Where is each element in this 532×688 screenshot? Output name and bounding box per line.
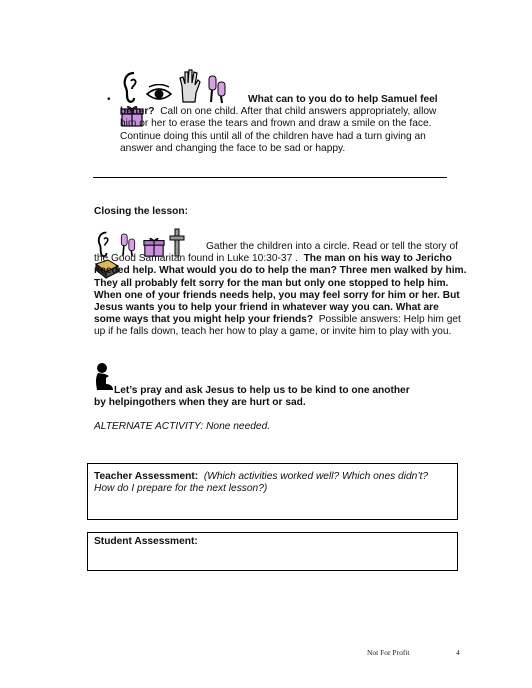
closing-paragraph [94, 241, 468, 339]
teacher-assessment-label: Teacher Assessment: [94, 471, 199, 482]
teacher-assessment-box[interactable] [87, 463, 458, 520]
activity-body: Call on one child. After that child answers appropriately, allow him or her to erase the tears and frown and draw a smile on the face. Continue doing this until all of the children have had a turn giving an answer and changing the face to be sad or happy. [120, 106, 437, 154]
footer-note: Not For Profit [367, 648, 410, 657]
student-assessment-text [94, 536, 198, 548]
teacher-assessment-text [94, 471, 449, 495]
section-divider [93, 177, 447, 178]
student-assessment-label: Student Assessment: [94, 536, 198, 547]
teacher-assessment-prompt: (Which activities worked well? Which ones didn’t? How do I prepare for the next lesson?) [94, 471, 429, 495]
activity-bullet: • [107, 94, 111, 105]
page-number: 4 [456, 648, 460, 657]
prayer-text: Let’s pray and ask Jesus to help us to be kind to one another by helpingothers when they are hurt or sad. [94, 385, 410, 409]
closing-answers: Possible answers: Help him get up if he falls down, teach her how to play a game, or invite him to play with you. [94, 314, 461, 338]
activity-paragraph [120, 94, 450, 155]
closing-intro: Gather the children into a circle. Read or tell the story of the Good Samaritan found in Luke 10:30-37 . [94, 241, 458, 265]
activity-question: What can to you do to help Samuel feel better? [120, 94, 438, 118]
alternate-activity: ALTERNATE ACTIVITY: None needed. [94, 421, 271, 432]
closing-story-questions: The man on his way to Jericho needed help. What would you do to help the man? Three men walked by him. They all probably felt sorry for the man but only one stopped to help him. When one of your friends needs help, you may feel sorry for him or her. But Jesus wants you to help your friend in whatever way you can. What are some ways that you might help your friends? [94, 253, 467, 326]
closing-heading: Closing the lesson: [94, 206, 188, 217]
student-assessment-box[interactable] [87, 532, 458, 571]
